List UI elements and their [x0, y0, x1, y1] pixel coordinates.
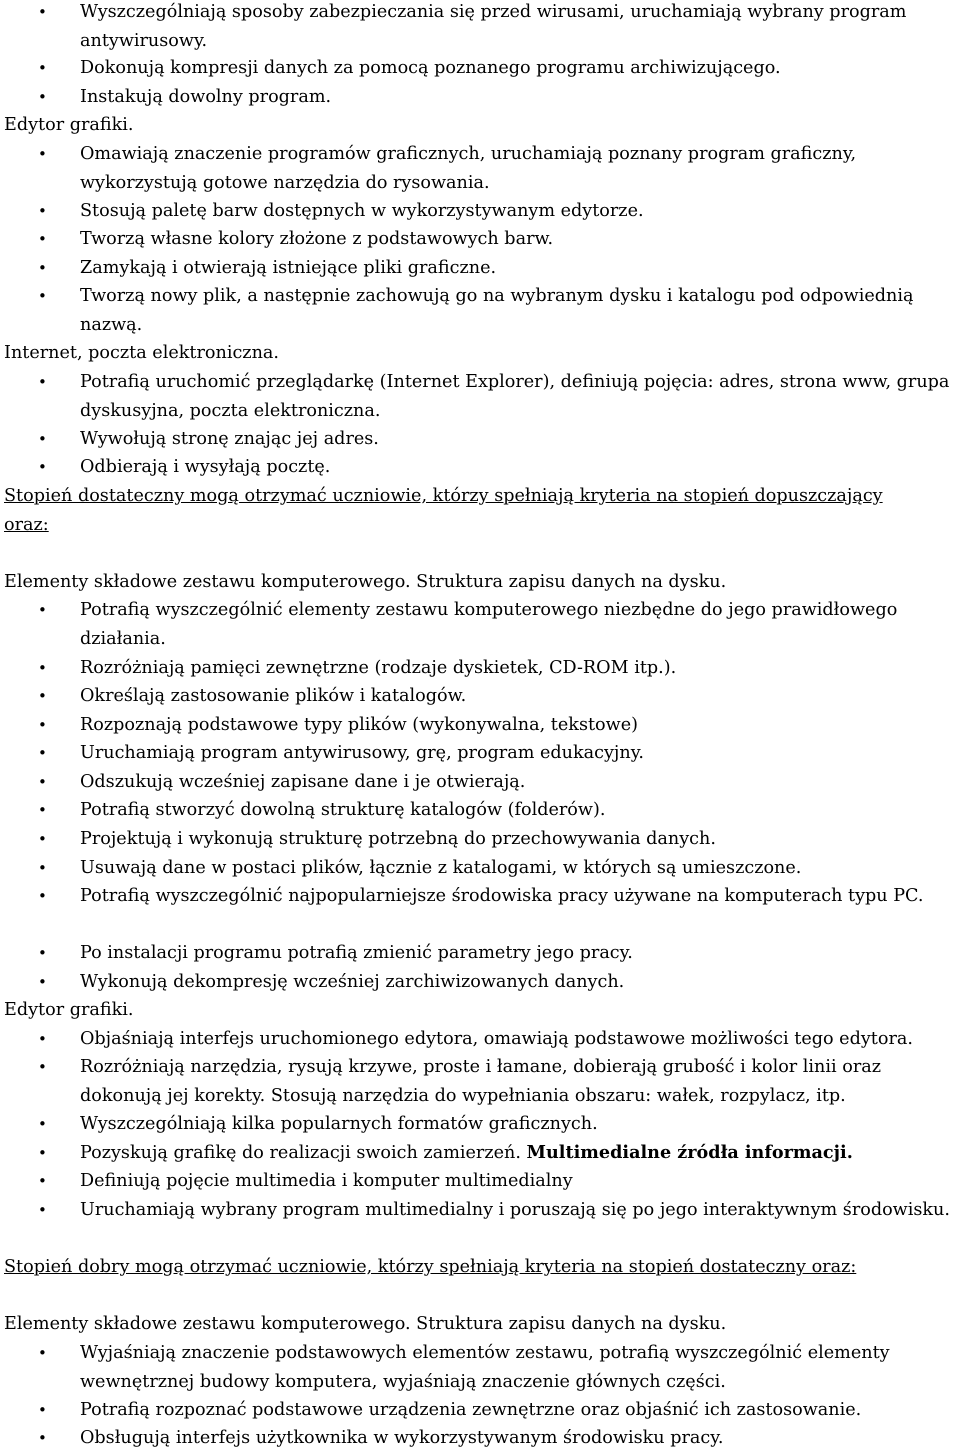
- list-item: • Definiują pojęcie multimedia i komputer multimedialny: [80, 1167, 958, 1196]
- list-item: • Określają zastosowanie plików i katalogów.: [80, 682, 958, 711]
- list-item: • Stosują paletę barw dostępnych w wykorzystywanym edytorze.: [80, 197, 958, 226]
- list-item: • Dokonują kompresji danych za pomocą poznanego programu archiwizującego.: [80, 54, 958, 83]
- list-item: • Obsługują interfejs użytkownika w wykorzystywanym środowisku pracy.: [80, 1424, 958, 1453]
- list-item: • Rozpoznają podstawowe typy plików (wykonywalna, tekstowe): [80, 711, 958, 740]
- grade-criteria-heading-cont: oraz:: [4, 515, 49, 535]
- list-item-text: Pozyskują grafikę do realizacji swoich zamierzeń.: [80, 1143, 521, 1163]
- section-heading: Edytor grafiki.: [4, 1000, 134, 1020]
- list-item: • Objaśniają interfejs uruchomionego edytora, omawiają podstawowe możliwości tego edytora.: [80, 1025, 958, 1054]
- list-item: • Omawiają znaczenie programów graficznych, uruchamiają poznany program graficzny, wykorzystują gotowe narzędzia do rysowania.: [80, 140, 958, 197]
- list-item: • Instakują dowolny program.: [80, 83, 958, 112]
- list-item: • Wyszczególniają sposoby zabezpieczania się przed wirusami, uruchamiają wybrany program antywirusowy.: [80, 0, 958, 55]
- list-item: [80, 1139, 958, 1168]
- list-item: • Potrafią rozpoznać podstawowe urządzenia zewnętrzne oraz objaśnić ich zastosowanie.: [80, 1396, 958, 1425]
- list-item: • Zamykają i otwierają istniejące pliki graficzne.: [80, 254, 958, 283]
- grade-criteria-heading: Stopień dobry mogą otrzymać uczniowie, którzy spełniają kryteria na stopień dostateczny oraz:: [4, 1257, 857, 1277]
- list-item: • Wyszczególniają kilka popularnych formatów graficznych.: [80, 1110, 958, 1139]
- list-item: • Projektują i wykonują strukturę potrzebną do przechowywania danych.: [80, 825, 958, 854]
- list-item: • Wykonują dekompresję wcześniej zarchiwizowanych danych.: [80, 968, 958, 997]
- inline-heading: Multimedialne źródła informacji.: [526, 1142, 853, 1163]
- list-item: • Wyjaśniają znaczenie podstawowych elementów zestawu, potrafią wyszczególnić elementy wewnętrznej budowy komputera, wyjaśniają znaczenie głównych części.: [80, 1339, 958, 1396]
- list-item: • Usuwają dane w postaci plików, łącznie z katalogami, w których są umieszczone.: [80, 854, 958, 883]
- list-item: • Odbierają i wysyłają pocztę.: [80, 453, 958, 482]
- section-heading: Edytor grafiki.: [4, 115, 134, 135]
- grade-criteria-heading: Stopień dostateczny mogą otrzymać uczniowie, którzy spełniają kryteria na stopień dopuszczający: [4, 486, 883, 506]
- list-item: • Tworzą własne kolory złożone z podstawowych barw.: [80, 225, 958, 254]
- list-item: • Potrafią wyszczególnić najpopularniejsze środowiska pracy używane na komputerach typu PC.: [80, 882, 958, 911]
- list-item: • Potrafią stworzyć dowolną strukturę katalogów (folderów).: [80, 796, 958, 825]
- list-item: • Potrafią uruchomić przeglądarkę (Internet Explorer), definiują pojęcia: adres, strona www, grupa dyskusyjna, poczta elektroniczna.: [80, 368, 958, 425]
- list-item: • Potrafią wyszczególnić elementy zestawu komputerowego niezbędne do jego prawidłowego działania.: [80, 596, 958, 653]
- list-item: • Rozróżniają pamięci zewnętrzne (rodzaje dyskietek, CD-ROM itp.).: [80, 654, 958, 683]
- section-heading: Elementy składowe zestawu komputerowego. Struktura zapisu danych na dysku.: [4, 1314, 727, 1334]
- section-heading: Internet, poczta elektroniczna.: [4, 343, 279, 363]
- list-item: • Odszukują wcześniej zapisane dane i je otwierają.: [80, 768, 958, 797]
- list-item: • Uruchamiają program antywirusowy, grę, program edukacyjny.: [80, 739, 958, 768]
- list-item: • Uruchamiają wybrany program multimedialny i poruszają się po jego interaktywnym środowisku.: [80, 1196, 958, 1225]
- list-item: • Tworzą nowy plik, a następnie zachowują go na wybranym dysku i katalogu pod odpowiednią nazwą.: [80, 282, 958, 339]
- section-heading: Elementy składowe zestawu komputerowego. Struktura zapisu danych na dysku.: [4, 572, 727, 592]
- list-item: • Po instalacji programu potrafią zmienić parametry jego pracy.: [80, 939, 958, 968]
- list-item: • Rozróżniają narzędzia, rysują krzywe, proste i łamane, dobierają grubość i kolor linii oraz dokonują jej korekty. Stosują narzędzia do wypełniania obszaru: wałek, rozpylacz, itp.: [80, 1053, 958, 1110]
- list-item: • Wywołują stronę znając jej adres.: [80, 425, 958, 454]
